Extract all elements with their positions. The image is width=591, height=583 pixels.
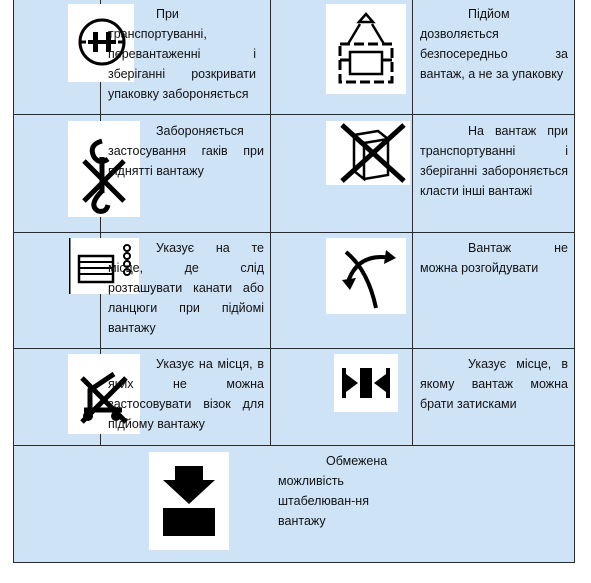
sign-description: Указує місце, в якому вантаж можна брати затисками [420, 357, 568, 411]
sign-description: При транспортуванні, перевантаженні і зберіганні розкривати упаковку забороняється [108, 7, 256, 101]
stacking-limitation-icon [149, 452, 229, 550]
sign-description: Указує на місця, в яких не можна застосовувати візок для підйому вантажу [108, 357, 264, 431]
sign-description: Вантаж не можна розгойдувати [420, 241, 568, 275]
lift-by-cargo-icon [326, 4, 406, 94]
row-divider [14, 348, 574, 349]
column-divider [270, 0, 271, 445]
sign-description: Указує на те місце, де слід розташувати канати або ланцюги при підйомі вантажу [108, 241, 264, 335]
sign-description: Обмежена можливість штабелюван-ня вантажу [278, 454, 388, 528]
column-divider [412, 0, 413, 445]
sign-description: Забороняється застосування гаків при піднятті вантажу [108, 124, 264, 178]
do-not-swing-icon [326, 238, 406, 314]
handling-signs-table [13, 0, 575, 563]
sign-description: На вантаж при транспортуванні і зберіганні забороняється класти інші вантажі [420, 124, 568, 198]
clamp-here-icon [334, 354, 398, 412]
row-divider [14, 232, 574, 233]
row-divider [14, 114, 574, 115]
no-stacking-icon [326, 121, 410, 185]
sign-description: Підйом дозволяється безпосередньо за вантаж, а не за упаковку [420, 7, 568, 81]
row-divider [14, 445, 574, 446]
